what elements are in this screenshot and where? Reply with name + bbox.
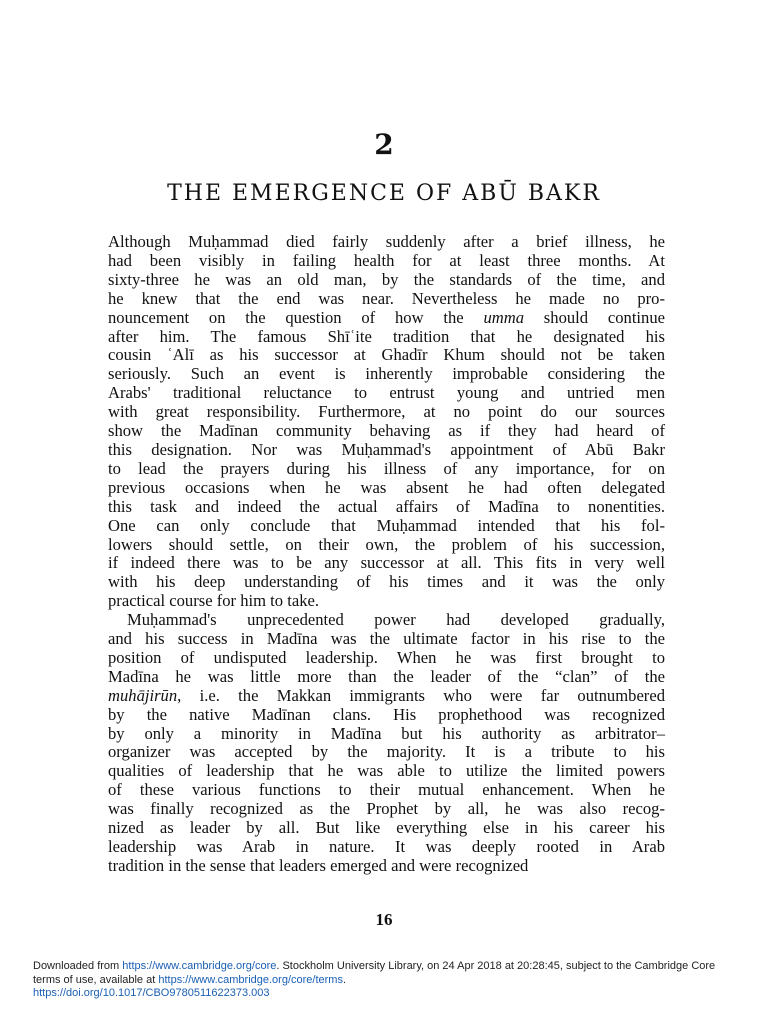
- text-line: if indeed there was to be any successor at all. This fits in very well: [108, 553, 665, 573]
- text-line: Although Muḥammad died fairly suddenly after a brief illness, he: [108, 232, 665, 251]
- text-line: previous occasions when he was absent he had often delegated: [108, 477, 665, 497]
- cambridge-core-link[interactable]: https://www.cambridge.org/core: [122, 960, 277, 972]
- text-line: of these various functions to their mutual enhancement. When he: [108, 780, 665, 800]
- footer-middle: . Stockholm University Library, on 24 Apr 2018 at 20:28:45, subject to the Cambridge Core terms of use, available at: [33, 960, 716, 986]
- text-line: and his success in Madīna was the ultimate factor in his rise to the: [108, 629, 665, 649]
- body-text: [108, 233, 665, 876]
- text-line: this task and indeed the actual affairs of Madīna to nonentities.: [108, 496, 665, 516]
- text-line: this designation. Nor was Muḥammad's appointment of Abū Bakr: [108, 439, 665, 459]
- text-line: to lead the prayers during his illness of any importance, for on: [108, 458, 665, 478]
- text-line: he knew that the end was near. Nevertheless he made no pro-: [108, 288, 665, 308]
- italic-term: umma: [483, 307, 525, 327]
- download-footer: [33, 960, 743, 1001]
- text-line: cousin ʿAlī as his successor at Ghadīr Khum should not be taken: [108, 345, 665, 365]
- text-line: sixty-three he was an old man, by the standards of the time, and: [108, 269, 665, 289]
- footer-suffix: .: [342, 973, 347, 986]
- chapter-title: THE EMERGENCE OF ABŪ BAKR: [167, 181, 601, 206]
- footer-prefix: Downloaded from: [33, 960, 123, 972]
- paragraph-2: [108, 611, 665, 876]
- text-line: Arabs' traditional reluctance to entrust young and untried men: [108, 383, 665, 403]
- text-line: by only a minority in Madīna but his authority as arbitrator–: [108, 723, 665, 743]
- terms-link[interactable]: https://www.cambridge.org/core/terms: [158, 973, 343, 986]
- text-line: with his deep understanding of his times and it was the only: [108, 572, 665, 592]
- text-line: with great responsibility. Furthermore, at no point do our sources: [108, 402, 665, 422]
- doi-link[interactable]: https://doi.org/10.1017/CBO9780511622373.003: [33, 987, 270, 999]
- page-number: 16: [375, 910, 393, 929]
- text-line: by the native Madīnan clans. His prophethood was recognized: [108, 704, 665, 724]
- text-line: show the Madīnan community behaving as if they had heard of: [108, 421, 665, 441]
- text-line: seriously. Such an event is inherently improbable considering the: [108, 364, 665, 384]
- text-line: qualities of leadership that he was able to utilize the limited powers: [108, 761, 665, 781]
- text-line: was finally recognized as the Prophet by all, he was also recog-: [108, 799, 665, 819]
- text-line: leadership was Arab in nature. It was deeply rooted in Arab: [108, 837, 665, 856]
- text-line: lowers should settle, on their own, the problem of his succession,: [108, 534, 665, 554]
- text-line: practical course for him to take.: [108, 591, 320, 611]
- text-line: Madīna he was little more than the leader of the “clan” of the: [108, 666, 665, 686]
- text-line: muhājirūn, i.e. the Makkan immigrants who were far outnumbered: [108, 685, 665, 705]
- text-line: nouncement on the question of how the umma should continue: [108, 307, 666, 327]
- chapter-number: 2: [374, 128, 394, 161]
- text-line: nized as leader by all. But like everything else in his career his: [108, 818, 665, 838]
- text-line: tradition in the sense that leaders emerged and were recognized: [108, 855, 529, 875]
- text-line: position of undisputed leadership. When he was first brought to: [108, 647, 665, 667]
- text-line: organizer was accepted by the majority. It is a tribute to his: [108, 742, 665, 762]
- text-line: after him. The famous Shīʿite tradition that he designated his: [108, 326, 665, 346]
- text-line: had been visibly in failing health for at least three months. At: [108, 250, 665, 270]
- text-line: One can only conclude that Muḥammad intended that his fol-: [108, 515, 665, 535]
- italic-term: muhājirūn: [108, 685, 178, 705]
- paragraph-1: [108, 233, 665, 611]
- text-line: Muḥammad's unprecedented power had developed gradually,: [127, 610, 665, 630]
